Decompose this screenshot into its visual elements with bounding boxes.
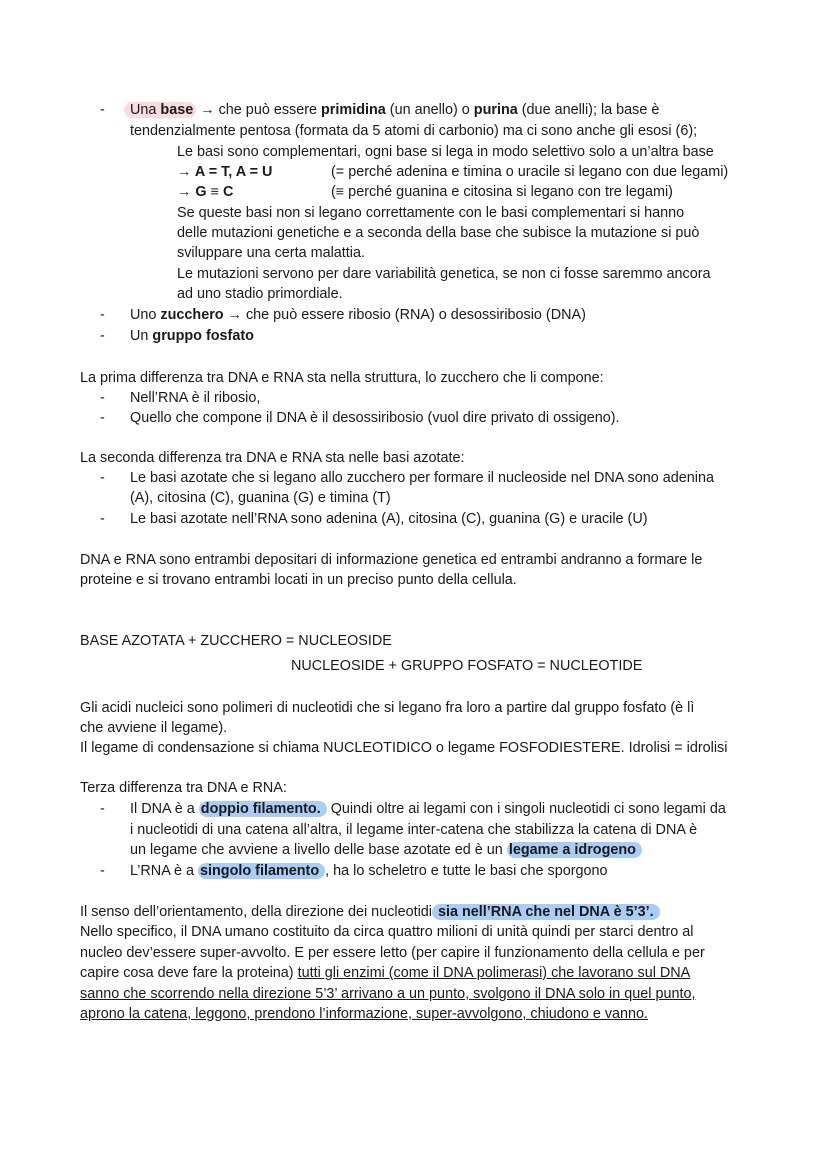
senso-line-5: sanno che scorrendo nella direzione 5’3’ arrivano a un punto, svolgono il DNA solo in quel punto, [80, 986, 696, 1002]
pair-2-note: (≡ perché guanina e citosina si legano con tre legami) [331, 184, 673, 200]
pair-1-line [177, 162, 728, 182]
base-highlight [124, 102, 196, 118]
purina-bold: purina [473, 102, 518, 118]
diff3-dna-line-2: i nucleotidi di una catena all’altra, il legame inter-catena che stabilizza la catena di DNA è [130, 822, 698, 838]
text: Quindi oltre ai legami con i singoli nucleotidi ci sono legami da [326, 801, 726, 817]
polimeri-line-3: Il legame di condensazione si chiama NUCLEOTIDICO o legame FOSFODIESTERE. Idrolisi = idrolisi [80, 740, 728, 756]
legame-idrogeno-highlight: legame a idrogeno [507, 842, 642, 858]
bullet-dash: - [100, 410, 105, 426]
text: (un anello) o [385, 102, 474, 118]
base-bold: base [160, 102, 194, 118]
underlined-text: tutti gli enzimi (come il DNA polimerasi) che lavorano sul DNA [297, 965, 691, 981]
base-line-2: tendenzialmente pentosa (formata da 5 atomi di carbonio) ma ci sono anche gli esosi (6); [130, 123, 698, 139]
text: un legame che avviene a livello delle base azotate ed è un [130, 842, 507, 858]
formula-nucleotide: NUCLEOSIDE + GRUPPO FOSFATO = NUCLEOTIDE [291, 658, 643, 674]
text: L’RNA è a [130, 863, 198, 879]
mutation-line-1: Se queste basi non si legano correttamente con le basi complementari si hanno [177, 205, 685, 221]
pair-1-note: (= perché adenina e timina o uracile si legano con due legami) [331, 164, 729, 180]
diff3-dna-line-3 [130, 840, 642, 860]
bullet-dash: - [100, 511, 105, 527]
bullet-dash: - [100, 863, 105, 879]
info-line-2: proteine e si trovano entrambi locati in un preciso punto della cellula. [80, 572, 517, 588]
variability-line-1: Le mutazioni servono per dare variabilità genetica, se non ci fosse saremmo ancora [177, 266, 711, 282]
formula-nucleoside: BASE AZOTATA + ZUCCHERO = NUCLEOSIDE [80, 633, 392, 649]
doppio-filamento-highlight: doppio filamento. [199, 801, 327, 817]
bullet-dash: - [100, 801, 105, 817]
text: Un [130, 328, 153, 344]
pair-2-line [177, 182, 673, 202]
text: → che può essere ribosio (RNA) o desossiribosio (DNA) [223, 307, 586, 323]
mutation-line-2: delle mutazioni genetiche e a seconda della base che subisce la mutazione si può [177, 225, 700, 241]
base-line-1 [130, 100, 659, 120]
diff2-intro: La seconda differenza tra DNA e RNA sta nelle basi azotate: [80, 450, 465, 466]
bullet-dash: - [100, 307, 105, 323]
diff2-item-1-line-1: Le basi azotate che si legano allo zucchero per formare il nucleoside nel DNA sono adenina [130, 470, 714, 486]
diff2-item-2: Le basi azotate nell’RNA sono adenina (A), citosina (C), guanina (G) e uracile (U) [130, 511, 648, 527]
bullet-dash: - [100, 102, 105, 118]
diff1-item-1: Nell’RNA è il ribosio, [130, 390, 261, 406]
diff1-intro: La prima differenza tra DNA e RNA sta nella struttura, lo zucchero che li compone: [80, 370, 604, 386]
senso-line-2: Nello specifico, il DNA umano costituito da circa quattro milioni di unità quindi per starci dentro al [80, 924, 694, 940]
senso-line-6: aprono la catena, leggono, prendono l’informazione, super-avvolgono, chiudono e vanno. [80, 1006, 649, 1022]
diff2-item-1-line-2: (A), citosina (C), guanina (G) e timina (T) [130, 490, 391, 506]
text: Il senso dell’orientamento, della direzione dei nucleotidi [80, 904, 432, 920]
text: (due anelli); la base è [517, 102, 660, 118]
primidina-bold: primidina [321, 102, 386, 118]
text: Uno [130, 307, 161, 323]
text: , ha lo scheletro e tutte le basi che sporgono [325, 863, 608, 879]
text: Il DNA è a [130, 801, 199, 817]
pair-1-rule: → A = T, A = U [177, 164, 273, 180]
text: → [196, 102, 219, 118]
zucchero-bold: zucchero [160, 307, 224, 323]
polimeri-line-2: che avviene il legame). [80, 720, 228, 736]
senso-5-3-highlight: sia nell’RNA che nel DNA è 5’3’. [432, 904, 660, 920]
text: capire cosa deve fare la proteina) [80, 965, 298, 981]
bullet-dash: - [100, 390, 105, 406]
bullet-dash: - [100, 470, 105, 486]
text: che può essere [218, 102, 322, 118]
fosfato-bold: gruppo fosfato [152, 328, 254, 344]
senso-line-4 [80, 963, 690, 983]
diff3-rna-line [130, 861, 608, 881]
text: Una [130, 102, 161, 118]
mutation-line-3: sviluppare una certa malattia. [177, 245, 365, 261]
variability-line-2: ad uno stadio primordiale. [177, 286, 343, 302]
zucchero-line [130, 305, 586, 325]
diff1-item-2: Quello che compone il DNA è il desossiribosio (vuol dire privato di ossigeno). [130, 410, 620, 426]
senso-line-1 [80, 902, 660, 922]
senso-line-3: nucleo dev’essere super-avvolto. E per essere letto (per capire il funzionamento della cellula e per [80, 945, 705, 961]
bullet-dash: - [100, 328, 105, 344]
info-line-1: DNA e RNA sono entrambi depositari di informazione genetica ed entrambi andranno a formare le [80, 552, 703, 568]
fosfato-line [130, 326, 254, 346]
singolo-filamento-highlight: singolo filamento [198, 863, 325, 879]
diff3-intro: Terza differenza tra DNA e RNA: [80, 780, 287, 796]
complementary-line: Le basi sono complementari, ogni base si lega in modo selettivo solo a un’altra base [177, 144, 714, 160]
polimeri-line-1: Gli acidi nucleici sono polimeri di nucleotidi che si legano fra loro a partire dal gruppo fosfato (è lì [80, 700, 695, 716]
pair-2-rule: → G ≡ C [177, 184, 234, 200]
diff3-dna-line-1 [130, 799, 726, 819]
